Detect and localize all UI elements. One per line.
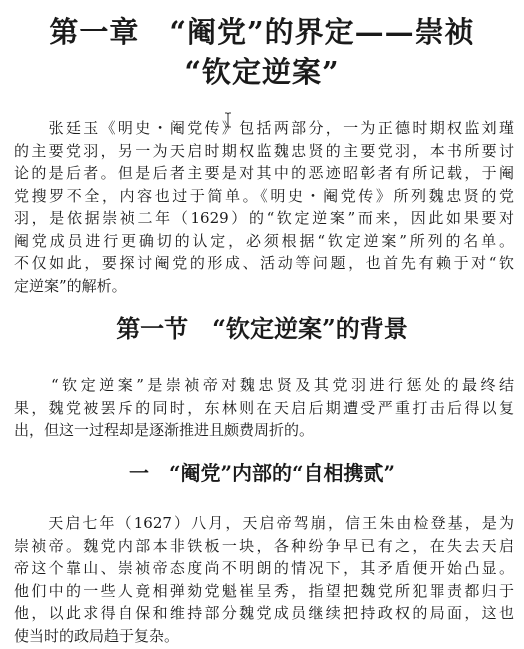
section-title: 第一节 “钦定逆案”的背景 [116, 314, 408, 343]
paragraph-2 [14, 374, 514, 442]
paragraph-line: 果，魏党被罢斥的同时，东林则在天启后期遭受严重打击后得以复 [14, 398, 514, 417]
chapter-title-line-2: “钦定逆案” [184, 55, 340, 89]
paragraph-line: 党搜罗不全，内容也过于简单。《明史・阉党传》所列魏忠贤的党 [14, 186, 514, 205]
paragraph-line: 使当时的政局趋于复杂。 [14, 626, 180, 645]
paragraph-line: 帝这个靠山、崇祯帝态度尚不明朗的情况下，其矛盾便开始凸显。 [14, 559, 514, 577]
paragraph-line: 崇祯帝。魏党内部本非铁板一块，各种纷争早已有之，在失去天启 [14, 536, 514, 555]
paragraph-line: “钦定逆案”是崇祯帝对魏忠贤及其党羽进行惩处的最终结 [14, 376, 514, 394]
paragraph-line: 的主要党羽，另一为天启时期权监魏忠贤的主要党羽，本书所要讨 [14, 141, 514, 160]
paragraph-line: 他们中的一些人竟相弹劾党魁崔呈秀，指望把魏党所犯罪责都归于 [14, 581, 514, 600]
paragraph-line: 不仅如此，要探讨阉党的形成、活动等问题，也首先有赖于对“钦 [14, 254, 514, 272]
paragraph-1 [14, 117, 514, 297]
paragraph-line: 定逆案”的解析。 [14, 276, 127, 295]
chapter-title-line-1: 第一章 “阉党”的界定——崇祯 [49, 15, 475, 49]
subsection-title: 一 “阉党”内部的“自相携贰” [128, 461, 395, 485]
paragraph-line: 出，但这一过程却是逐渐推进且颇费周折的。 [14, 421, 315, 439]
text-cursor-icon [224, 112, 232, 128]
paragraph-line: 张廷玉《明史・阉党传》包括两部分，一为正德时期权监刘瑾 [14, 119, 514, 137]
paragraph-line: 他，以此求得自保和维持部分魏党成员继续把持政权的局面，这也 [14, 604, 514, 622]
paragraph-line: 论的是后者。但是后者主要是对其中的恶迹昭彰者有所记载，于阉 [14, 164, 514, 182]
paragraph-line: 羽，是依据崇祯二年（1629）的“钦定逆案”而来，因此如果要对 [14, 209, 514, 227]
paragraph-3 [14, 512, 514, 647]
paragraph-line: 天启七年（1627）八月，天启帝驾崩，信王朱由检登基，是为 [14, 514, 514, 532]
paragraph-line: 阉党成员进行更确切的认定，必须根据“钦定逆案”所列的名单。 [14, 231, 514, 250]
